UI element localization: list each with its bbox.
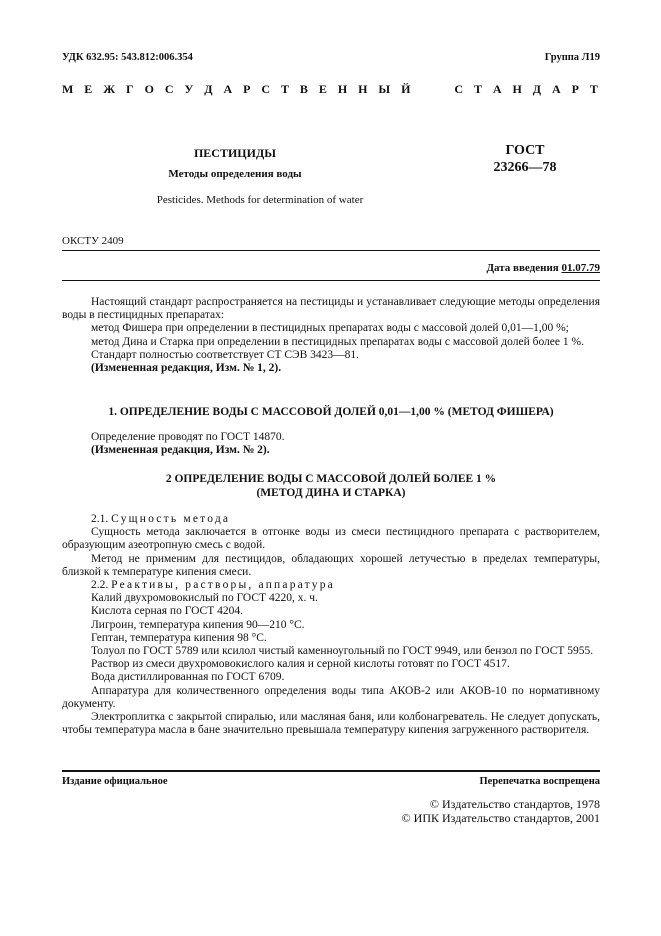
- banner-letter: Р: [571, 82, 579, 96]
- banner-letter: А: [551, 82, 561, 96]
- banner-letter: Т: [280, 82, 289, 96]
- copyright-block: [402, 797, 600, 825]
- banner-letter: С: [164, 82, 174, 96]
- section-2-heading: [62, 472, 600, 500]
- banner-letter: Е: [84, 82, 93, 96]
- document-subtitle: Методы определения воды: [168, 168, 302, 180]
- banner-letter: С: [261, 82, 271, 96]
- reagent-item: Калий двухромовокислый по ГОСТ 4220, х. ч.: [91, 592, 318, 605]
- intro-revision-note: (Измененная редакция, Изм. № 1, 2).: [91, 362, 282, 375]
- header-divider: [62, 250, 600, 251]
- banner-letter: А: [492, 82, 502, 96]
- banner-letter: В: [299, 82, 308, 96]
- section-2-heading-line2: (МЕТОД ДИНА И СТАРКА): [256, 487, 406, 499]
- banner-letter: Р: [243, 82, 251, 96]
- banner-letter: Т: [473, 82, 482, 96]
- banner-letter: Н: [512, 82, 522, 96]
- banner-letter: Н: [337, 82, 348, 96]
- banner-letter: Д: [204, 82, 213, 96]
- intro-block: [62, 296, 600, 375]
- reagent-item: Аппаратура для количественного определения воды типа АКОВ-2 или АКОВ-10 по нормативному документу.: [62, 684, 600, 710]
- banner-letter: Д: [532, 82, 542, 96]
- section-2-heading-line1: 2 ОПРЕДЕЛЕНИЕ ВОДЫ С МАССОВОЙ ДОЛЕЙ БОЛЕЕ 1 %: [165, 473, 497, 485]
- copyright-1978: © Издательство стандартов, 1978: [429, 797, 600, 811]
- intro-compliance: Стандарт полностью соответствует СТ СЭВ 3423—81.: [91, 348, 360, 361]
- reagent-item: Толуол по ГОСТ 5789 или ксилол чистый каменноугольный по ГОСТ 9949, или бензол по ГОСТ 5955.: [91, 645, 594, 658]
- section-1-revision-note: (Измененная редакция, Изм. № 2).: [91, 444, 270, 457]
- banner-letter: Ж: [103, 82, 116, 96]
- introduction-date-label: Дата введения: [486, 262, 559, 274]
- gost-number: 23266—78: [493, 160, 557, 175]
- english-title: Pesticides. Methods for determination of water: [156, 194, 364, 206]
- banner-letter: О: [144, 82, 154, 96]
- banner-letter: С: [454, 82, 463, 96]
- banner-letter: М: [62, 82, 74, 96]
- intro-method-dean-stark: метод Дина и Старка при определении в пестицидных препаратах воды с массовой долей более 1 %.: [91, 335, 584, 348]
- section-2-body: [62, 513, 600, 737]
- gost-label: ГОСТ: [505, 143, 545, 158]
- subsection-2-1-paragraph: Сущность метода заключается в отгонке воды из смеси пестицидного препарата с растворителем, образующим азеотропную смесь с водой.: [62, 526, 600, 552]
- subsection-2-1-heading: [62, 513, 600, 526]
- reprint-prohibited-label: Перепечатка воспрещена: [479, 776, 600, 787]
- date-divider: [62, 280, 600, 281]
- reagent-item: Гептан, температура кипения 98 °С.: [91, 631, 267, 644]
- reagent-item: Вода дистиллированная по ГОСТ 6709.: [91, 671, 285, 684]
- banner-word-gap: [421, 82, 443, 97]
- section-1-paragraph: Определение проводят по ГОСТ 14870.: [91, 431, 285, 443]
- intro-paragraph: Настоящий стандарт распространяется на пестициды и устанавливает следующие методы определения воды в пестицидных препаратах:: [62, 296, 600, 322]
- banner-letter: Ы: [378, 82, 391, 96]
- introduction-date-value: 01.07.79: [561, 262, 600, 274]
- subsection-2-1-number: 2.1.: [91, 513, 109, 525]
- subsection-2-2-title: Реактивы, растворы, аппаратура: [111, 579, 335, 592]
- reagent-item: Кислота серная по ГОСТ 4204.: [91, 605, 243, 618]
- okstu-code: ОКСТУ 2409: [62, 235, 124, 247]
- copyright-2001: © ИПК Издательство стандартов, 2001: [401, 811, 600, 825]
- banner-letter: А: [223, 82, 233, 96]
- banner-letter: Н: [358, 82, 368, 96]
- footer-divider: [62, 770, 600, 772]
- banner-letter: Г: [126, 82, 134, 96]
- subsection-2-2-number: 2.2.: [91, 579, 109, 592]
- reagent-item: Электроплитка с закрытой спиралью, или масляная баня, или колбонагреватель. Не следует допускать, чтобы температура масла в бане значительно превышала температуру кипения загруженного растворителя.: [62, 711, 600, 737]
- banner-letter: Е: [318, 82, 327, 96]
- reagent-item: Раствор из смеси двухромовокислого калия и серной кислоты готовят по ГОСТ 4517.: [91, 658, 510, 671]
- intro-method-fisher: метод Фишера при определении в пестицидных препаратах воды с массовой долей 0,01—1,00 %;: [91, 322, 569, 335]
- official-edition-label: Издание официальное: [62, 776, 168, 787]
- section-1-body: [62, 431, 600, 457]
- subsection-2-2-heading: [62, 579, 600, 592]
- subsection-2-1-title: Сущность метода: [111, 513, 231, 525]
- reagent-item: Лигроин, температура кипения 90—210 °С.: [91, 618, 305, 631]
- udk-code: УДК 632.95: 543.812:006.354: [62, 52, 193, 63]
- banner-letter: Й: [401, 82, 411, 96]
- section-1-heading: 1. ОПРЕДЕЛЕНИЕ ВОДЫ С МАССОВОЙ ДОЛЕЙ 0,01—1,00 % (МЕТОД ФИШЕРА): [108, 406, 554, 418]
- introduction-date: [486, 262, 600, 274]
- document-title: ПЕСТИЦИДЫ: [193, 146, 277, 160]
- group-code: Группа Л19: [544, 52, 600, 63]
- interstate-standard-banner: [62, 82, 598, 97]
- banner-letter: У: [184, 82, 194, 96]
- banner-letter: Т: [589, 82, 598, 96]
- subsection-2-1-paragraph: Метод не применим для пестицидов, обладающих хорошей летучестью в пределах температуры, близкой к температуре кипения смеси.: [62, 552, 600, 578]
